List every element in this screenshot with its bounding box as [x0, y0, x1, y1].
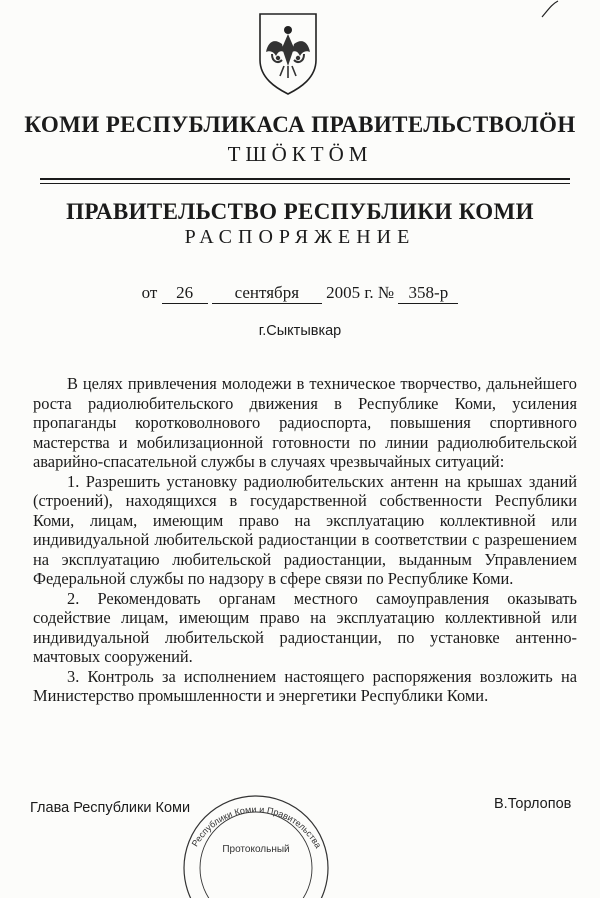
city-line: г.Сыктывкар [258, 323, 342, 339]
order-number: 358-р [398, 283, 458, 304]
order-month: сентября [212, 283, 322, 304]
order-year: 2005 г. [326, 283, 374, 302]
svg-text:Протокольный: Протокольный [222, 844, 290, 855]
signatory-name: В.Торлопов [494, 796, 572, 812]
clause-2-paragraph: 2. Рекомендовать органам местного самоуправления оказывать содействие лицам, имеющим право на эксплуатацию коллективной или индивидуальной любительской радиостанции, по установке антенно-мачтовых сооружений. [33, 588, 577, 666]
preamble-paragraph: В целях привлечения молодежи в техническое творчество, дальнейшего роста радиолюбительского движения в Республике Коми, усиления пропаганды коротковолнового радиоспорта, повышения спортивного мастерства и мобилизационной готовности по линии радиолюбительской аварийно-спасательной службы в случаях чрезвычайных ситуаций: [33, 374, 577, 471]
header-divider-thick [40, 178, 570, 180]
header-divider-thin [40, 183, 570, 184]
official-seal-stamp [170, 778, 340, 898]
komi-coat-of-arms-icon [256, 8, 320, 96]
order-date-number-line [0, 283, 600, 304]
svg-text:Республики Коми и Правительств: Республики Коми и Правительства [189, 804, 324, 850]
order-number-label: № [377, 283, 395, 302]
russian-document-type: РАСПОРЯЖЕНИЕ [184, 226, 416, 248]
komi-government-title: КОМИ РЕСПУБЛИКАСА ПРАВИТЕЛЬСТВОЛÖН [24, 112, 576, 137]
clause-3-paragraph: 3. Контроль за исполнением настоящего распоряжения возложить на Министерство промышленности и энергетики Республики Коми. [33, 666, 577, 705]
order-day: 26 [162, 283, 208, 304]
komi-document-type: ТШÖКТÖМ [227, 142, 373, 166]
signatory-title: Глава Республики Коми [30, 800, 191, 816]
handwritten-mark-icon [538, 0, 568, 18]
order-body [33, 374, 577, 706]
order-from-label: от [141, 283, 158, 302]
clause-1-paragraph: 1. Разрешить установку радиолюбительских антенн на крышах зданий (строений), находящихся в государственной собственности Республики Коми, лицам, имеющим право на эксплуатацию коллективной или индивидуальной любительской радиостанции в соответствии с разрешением на эксплуатацию любительской радиостанции, выданным Управлением Федеральной службы по надзору в сфере связи по Республике Коми. [33, 471, 577, 588]
russian-government-title: ПРАВИТЕЛЬСТВО РЕСПУБЛИКИ КОМИ [66, 199, 534, 224]
